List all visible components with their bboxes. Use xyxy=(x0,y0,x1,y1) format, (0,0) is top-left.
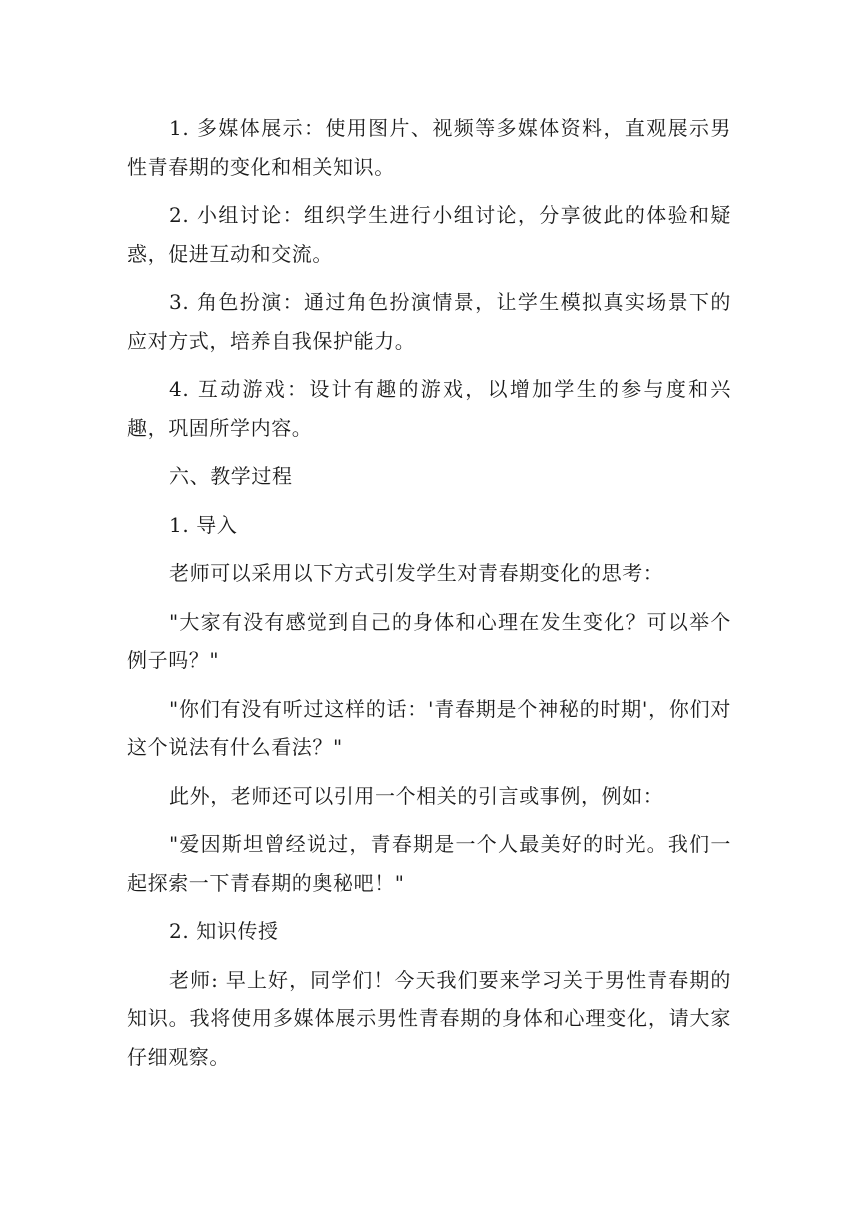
quote-question-2: "你们有没有听过这样的话：'青春期是个神秘的时期'，你们对这个说法有什么看法？" xyxy=(127,696,731,759)
intro-paragraph: 老师可以采用以下方式引发学生对青春期变化的思考： xyxy=(169,561,664,585)
additional-paragraph: 此外，老师还可以引用一个相关的引言或事例，例如： xyxy=(169,783,664,808)
document-body xyxy=(127,109,731,1076)
method-role-play: 3. 角色扮演：通过角色扮演情景，让学生模拟真实场景下的应对方式，培养自我保护能力。 xyxy=(127,290,731,353)
method-interactive-game: 4. 互动游戏：设计有趣的游戏，以增加学生的参与度和兴趣，巩固所学内容。 xyxy=(127,377,731,440)
method-group-discussion: 2. 小组讨论：组织学生进行小组讨论，分享彼此的体验和疑惑，促进互动和交流。 xyxy=(127,203,731,266)
quote-question-1: "大家有没有感觉到自己的身体和心理在发生变化？可以举个例子吗？" xyxy=(127,609,731,672)
subheading-knowledge-teaching: 2. 知识传授 xyxy=(169,919,279,943)
section-heading-teaching-process: 六、教学过程 xyxy=(169,464,293,488)
subheading-introduction: 1. 导入 xyxy=(169,512,238,537)
teacher-speech: 老师: 早上好，同学们！今天我们要来学习关于男性青春期的知识。我将使用多媒体展示男性青春期的身体和心理变化，请大家仔细观察。 xyxy=(127,967,731,1069)
method-multimedia: 1. 多媒体展示：使用图片、视频等多媒体资料，直观展示男性青春期的变化和相关知识。 xyxy=(127,116,731,179)
quote-einstein: "爱因斯坦曾经说过，青春期是一个人最美好的时光。我们一起探索一下青春期的奥秘吧！" xyxy=(127,832,731,895)
